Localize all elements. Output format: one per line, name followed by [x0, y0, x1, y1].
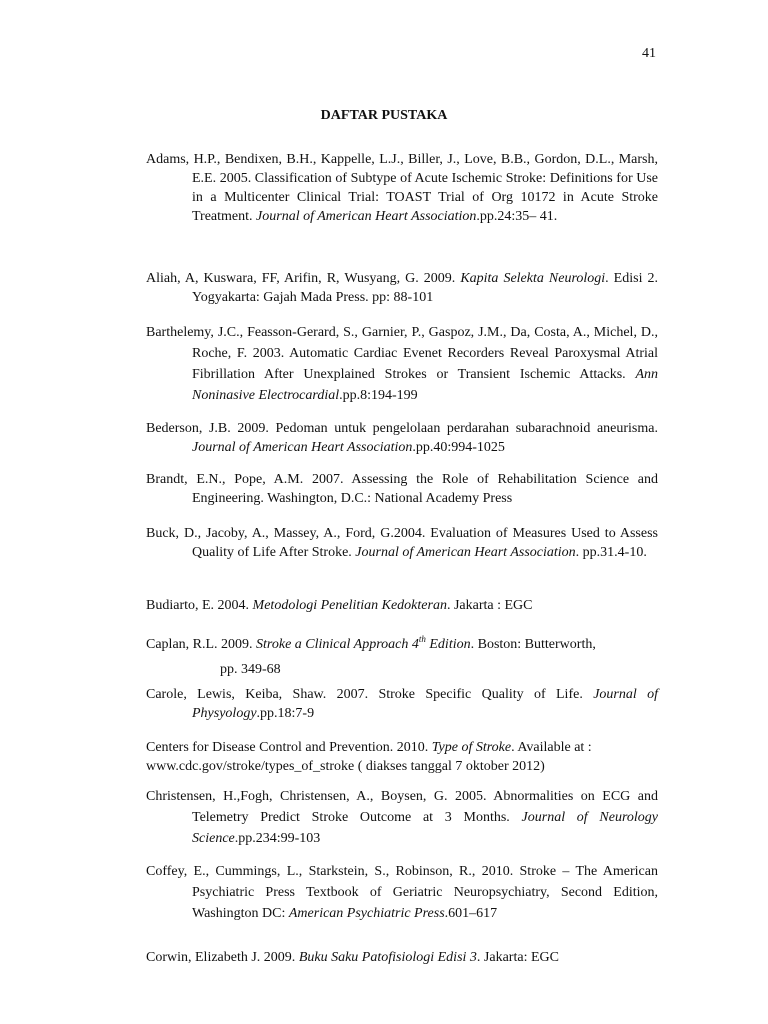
- reference-entry: Corwin, Elizabeth J. 2009. Buku Saku Patofisiologi Edisi 3. Jakarta: EGC: [146, 950, 559, 965]
- page-number: 41: [642, 46, 656, 61]
- reference-entry: Centers for Disease Control and Prevention. 2010. Type of Stroke. Available at : www.cdc.gov/stroke/types_of_stroke ( diakses tanggal 7 oktober 2012): [146, 740, 592, 774]
- reference-entry: Buck, D., Jacoby, A., Massey, A., Ford, G.2004. Evaluation of Measures Used to Assess Quality of Life After Stroke. Journal of American Heart Association. pp.31.4-10.: [146, 526, 658, 560]
- reference-entry: Bederson, J.B. 2009. Pedoman untuk pengelolaan perdarahan subarachnoid aneurisma. Journal of American Heart Association.pp.40:994-1025: [146, 421, 658, 455]
- reference-entry: Adams, H.P., Bendixen, B.H., Kappelle, L.J., Biller, J., Love, B.B., Gordon, D.L., Marsh, E.E. 2005. Classification of Subtype of Acute Ischemic Stroke: Definitions for Use in a Multicenter Clinical Trial: TOAST Trial of Org 10172 in Acute Stroke Treatment. Journal of American Heart Association.pp.24:35– 41.: [146, 152, 658, 224]
- reference-entry: Carole, Lewis, Keiba, Shaw. 2007. Stroke Specific Quality of Life. Journal of Physyology.pp.18:7-9: [146, 687, 658, 721]
- reference-entry: Brandt, E.N., Pope, A.M. 2007. Assessing the Role of Rehabilitation Science and Engineering. Washington, D.C.: National Academy Press: [146, 472, 658, 506]
- reference-entry: Budiarto, E. 2004. Metodologi Penelitian Kedokteran. Jakarta : EGC: [146, 598, 533, 613]
- page-title: DAFTAR PUSTAKA: [320, 108, 448, 123]
- reference-entry: Christensen, H.,Fogh, Christensen, A., Boysen, G. 2005. Abnormalities on ECG and Telemetry Predict Stroke Outcome at 3 Months. Journal of Neurology Science.pp.234:99-103: [146, 789, 659, 846]
- reference-entry: Barthelemy, J.C., Feasson-Gerard, S., Garnier, P., Gaspoz, J.M., Da, Costa, A., Michel, D., Roche, F. 2003. Automatic Cardiac Evenet Recorders Reveal Paroxysmal Atrial Fibrillation After Unexplained Strokes or Transient Ischemic Attacks. Ann Noninasive Electrocardial.pp.8:194-199: [146, 325, 658, 403]
- reference-entry: Caplan, R.L. 2009. Stroke a Clinical Approach 4th Edition. Boston: Butterworth, pp. 349-68: [146, 634, 596, 677]
- reference-entry: Coffey, E., Cummings, L., Starkstein, S., Robinson, R., 2010. Stroke – The American Psychiatric Press Textbook of Geriatric Neuropsychiatry, Second Edition, Washington DC: American Psychiatric Press.601–617: [146, 864, 658, 921]
- reference-entry: Aliah, A, Kuswara, FF, Arifin, R, Wusyang, G. 2009. Kapita Selekta Neurologi. Edisi 2. Yogyakarta: Gajah Mada Press. pp: 88-101: [146, 271, 658, 305]
